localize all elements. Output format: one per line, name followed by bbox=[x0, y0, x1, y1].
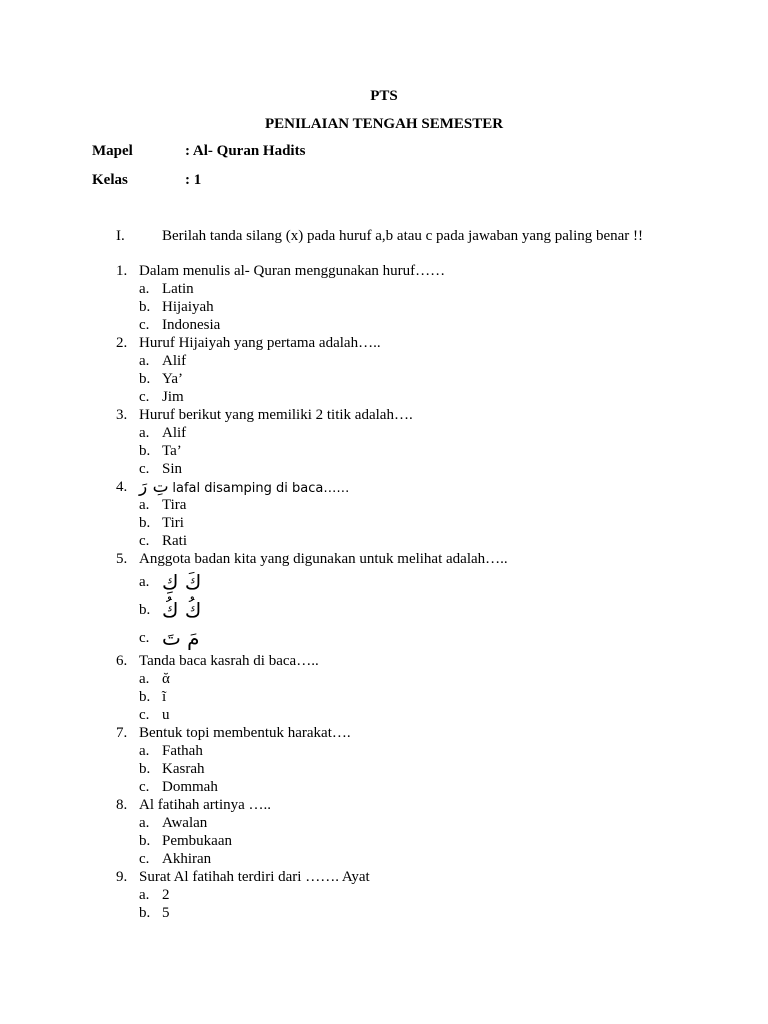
option-letter: c. bbox=[139, 533, 150, 549]
question-text: Surat Al fatihah terdiri dari ……. Ayat bbox=[139, 869, 370, 885]
option-text: Indonesia bbox=[162, 317, 221, 333]
option-text: 2 bbox=[162, 887, 170, 903]
option-text: Fathah bbox=[162, 743, 203, 759]
option bbox=[0, 670, 768, 688]
option bbox=[0, 352, 768, 370]
kelas-label: Kelas bbox=[92, 172, 128, 188]
option-letter: a. bbox=[139, 574, 150, 590]
option-text: Latin bbox=[162, 281, 194, 297]
option-letter: a. bbox=[139, 743, 150, 759]
question-list bbox=[0, 262, 768, 922]
option-letter: c. bbox=[139, 389, 150, 405]
question-text: Tanda baca kasrah di baca….. bbox=[139, 653, 319, 669]
option bbox=[0, 316, 768, 334]
kelas-value: : 1 bbox=[185, 172, 202, 188]
mapel-value: : Al- Quran Hadits bbox=[185, 143, 306, 159]
option bbox=[0, 388, 768, 406]
option-letter: a. bbox=[139, 887, 150, 903]
option-text: مَ تَ bbox=[162, 626, 200, 650]
option-text: Ya’ bbox=[162, 371, 183, 387]
option bbox=[0, 814, 768, 832]
option-text: Akhiran bbox=[162, 851, 212, 867]
question-text: Anggota badan kita yang digunakan untuk melihat adalah….. bbox=[139, 551, 508, 567]
option-letter: c. bbox=[139, 851, 150, 867]
option-text: Awalan bbox=[162, 815, 208, 831]
option bbox=[0, 298, 768, 316]
option-text: Kasrah bbox=[162, 761, 205, 777]
option bbox=[0, 460, 768, 478]
option bbox=[0, 760, 768, 778]
option bbox=[0, 706, 768, 724]
option-letter: b. bbox=[139, 833, 151, 849]
option-letter: c. bbox=[139, 461, 150, 477]
option-text: Alif bbox=[162, 353, 187, 369]
option-letter: c. bbox=[139, 779, 150, 795]
option-text: Ta’ bbox=[162, 443, 182, 459]
option-letter: b. bbox=[139, 689, 151, 705]
question-text: Dalam menulis al- Quran menggunakan huruf…… bbox=[139, 263, 446, 279]
option-letter: a. bbox=[139, 815, 150, 831]
option-letter: b. bbox=[139, 371, 151, 387]
meta-kelas bbox=[92, 172, 201, 189]
option-letter: c. bbox=[139, 317, 150, 333]
mapel-label: Mapel bbox=[92, 143, 133, 159]
option-text: Sin bbox=[162, 461, 183, 477]
question-text: lafal disamping di baca…… bbox=[172, 481, 350, 496]
option-text: Hijaiyah bbox=[162, 299, 214, 315]
option-text: Tiri bbox=[162, 515, 184, 531]
option bbox=[0, 280, 768, 298]
option bbox=[0, 596, 768, 624]
question bbox=[0, 724, 768, 742]
meta-mapel bbox=[92, 143, 305, 160]
question bbox=[0, 652, 768, 670]
option-letter: a. bbox=[139, 281, 150, 297]
option bbox=[0, 850, 768, 868]
option bbox=[0, 424, 768, 442]
option bbox=[0, 904, 768, 922]
option bbox=[0, 778, 768, 796]
option-text: Alif bbox=[162, 425, 187, 441]
question-number: 9. bbox=[116, 869, 128, 885]
option-letter: a. bbox=[139, 425, 150, 441]
option-letter: b. bbox=[139, 443, 151, 459]
question bbox=[0, 478, 768, 496]
option-text: Pembukaan bbox=[162, 833, 232, 849]
option bbox=[0, 742, 768, 760]
option bbox=[0, 442, 768, 460]
question bbox=[0, 868, 768, 886]
option-letter: c. bbox=[139, 630, 150, 646]
option-letter: b. bbox=[139, 761, 151, 777]
option bbox=[0, 532, 768, 550]
question-text: Huruf Hijaiyah yang pertama adalah….. bbox=[139, 335, 381, 351]
option bbox=[0, 886, 768, 904]
option bbox=[0, 688, 768, 706]
option-text: Jim bbox=[162, 389, 184, 405]
option bbox=[0, 568, 768, 596]
question-number: 3. bbox=[116, 407, 128, 423]
question-text: Bentuk topi membentuk harakat…. bbox=[139, 725, 351, 741]
question-text: Al fatihah artinya ….. bbox=[139, 797, 272, 813]
option-text: كَ كِ bbox=[162, 570, 202, 594]
option-text: Tira bbox=[162, 497, 187, 513]
option-text: 5 bbox=[162, 905, 170, 921]
question-number: 1. bbox=[116, 263, 128, 279]
option bbox=[0, 832, 768, 850]
option-text: ĩ bbox=[162, 689, 167, 705]
option-letter: a. bbox=[139, 671, 150, 687]
question-number: 2. bbox=[116, 335, 128, 351]
question-number: 7. bbox=[116, 725, 128, 741]
option-text: Rati bbox=[162, 533, 187, 549]
option bbox=[0, 514, 768, 532]
question bbox=[0, 406, 768, 424]
question-number: 5. bbox=[116, 551, 128, 567]
option-letter: b. bbox=[139, 905, 151, 921]
question-text: Huruf berikut yang memiliki 2 titik adalah…. bbox=[139, 407, 413, 423]
document-title: PTS bbox=[370, 88, 398, 104]
option-text: ᾰ bbox=[162, 671, 170, 687]
instruction-text: Berilah tanda silang (x) pada huruf a,b atau c pada jawaban yang paling benar !! bbox=[162, 228, 644, 244]
option-text: Dommah bbox=[162, 779, 218, 795]
option-letter: b. bbox=[139, 299, 151, 315]
option bbox=[0, 624, 768, 652]
option-letter: a. bbox=[139, 353, 150, 369]
document-subtitle: PENILAIAN TENGAH SEMESTER bbox=[264, 116, 504, 132]
option bbox=[0, 496, 768, 514]
option bbox=[0, 370, 768, 388]
question-content bbox=[139, 478, 349, 498]
option-text: كُ كُ bbox=[162, 598, 202, 622]
question-number: 4. bbox=[116, 479, 128, 495]
option-text: u bbox=[162, 707, 170, 723]
arabic-word: تِ رَ bbox=[139, 477, 169, 497]
question bbox=[0, 796, 768, 814]
question bbox=[0, 262, 768, 280]
question-number: 6. bbox=[116, 653, 128, 669]
question-number: 8. bbox=[116, 797, 128, 813]
instruction-number: I. bbox=[116, 228, 125, 244]
option-letter: b. bbox=[139, 602, 151, 618]
option-letter: a. bbox=[139, 497, 150, 513]
option-letter: c. bbox=[139, 707, 150, 723]
question bbox=[0, 550, 768, 568]
instruction bbox=[116, 228, 643, 245]
question bbox=[0, 334, 768, 352]
option-letter: b. bbox=[139, 515, 151, 531]
